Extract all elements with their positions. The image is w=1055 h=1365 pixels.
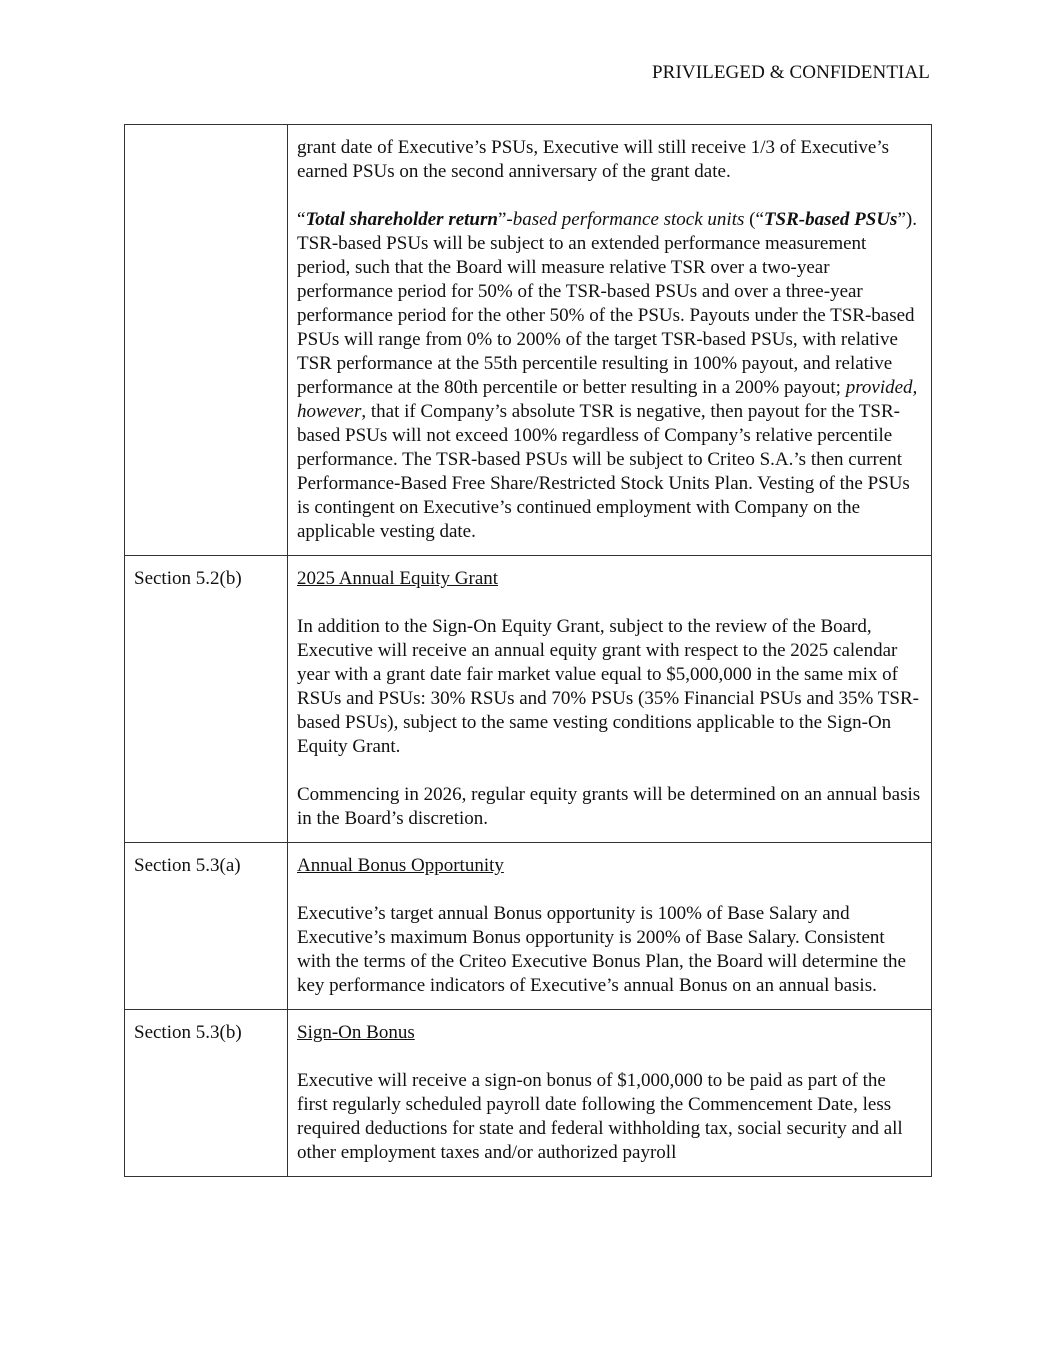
paragraph: In addition to the Sign-On Equity Grant, subject to the review of the Board, Executive will receive an annual equity grant with respect to the 2025 calendar year with a grant date fair market value equal to $5,000,000 in the same mix of RSUs and PSUs: 30% RSUs and 70% PSUs (35% Financial PSUs and 35% TSR-based PSUs), subject to the same vesting conditions applicable to the Sign-On Equity Grant.	[297, 616, 919, 757]
defined-term-suffix: -based performance stock units	[506, 209, 745, 230]
table-row	[125, 556, 932, 843]
table-row	[125, 125, 932, 556]
paragraph: Executive will receive a sign-on bonus of $1,000,000 to be paid as part of the first regularly scheduled payroll date following the Commencement Date, less required deductions for state and federal withholding tax, social security and all other employment taxes and/or authorized payroll	[297, 1070, 903, 1163]
proviso-text: provided, however	[297, 377, 918, 422]
row-title: Sign-On Bonus	[297, 1022, 415, 1043]
row-title: Annual Bonus Opportunity	[297, 855, 504, 876]
paragraph: Commencing in 2026, regular equity grants will be determined on an annual basis in the Board’s discretion.	[297, 784, 921, 829]
quote-close: ”	[497, 209, 507, 230]
table-row	[125, 1010, 932, 1177]
row-title: 2025 Annual Equity Grant	[297, 568, 499, 589]
table-row	[125, 843, 932, 1010]
section-cell: Section 5.3(a)	[125, 843, 288, 1010]
terms-table	[124, 124, 932, 1177]
section-cell: Section 5.3(b)	[125, 1010, 288, 1177]
quote-open: “	[297, 209, 306, 230]
terms-cell	[288, 1010, 932, 1177]
confidentiality-header: PRIVILEGED & CONFIDENTIAL	[652, 62, 930, 83]
section-cell	[125, 125, 288, 556]
tsr-psu-paragraph	[297, 208, 921, 544]
terms-cell	[288, 556, 932, 843]
paren-open: (“	[744, 209, 764, 230]
section-cell: Section 5.2(b)	[125, 556, 288, 843]
defined-term: Total shareholder return	[305, 209, 498, 230]
terms-cell	[288, 843, 932, 1010]
body-text: , that if Company’s absolute TSR is negative, then payout for the TSR-based PSUs will not exceed 100% regardless of Company’s relative percentile performance. The TSR-based PSUs will be subject to Criteo S.A.’s then current Performance-Based Free Share/Restricted Stock Units Plan. Vesting of the PSUs is contingent on Executive’s continued employment with Company on the applicable vesting date.	[297, 401, 910, 542]
paragraph: grant date of Executive’s PSUs, Executive will still receive 1/3 of Executive’s earned PSUs on the second anniversary of the grant date.	[297, 137, 890, 182]
defined-abbreviation: TSR-based PSUs	[763, 209, 898, 230]
terms-cell	[288, 125, 932, 556]
paragraph: Executive’s target annual Bonus opportunity is 100% of Base Salary and Executive’s maximum Bonus opportunity is 200% of Base Salary. Consistent with the terms of the Criteo Executive Bonus Plan, the Board will determine the key performance indicators of Executive’s annual Bonus on an annual basis.	[297, 903, 906, 996]
body-text: ”). TSR-based PSUs will be subject to an extended performance measurement period, such that the Board will measure relative TSR over a two-year performance period for 50% of the TSR-based PSUs and over a three-year performance period for the other 50% of the PSUs. Payouts under the TSR-based PSUs will range from 0% to 200% of the target TSR-based PSUs, with relative TSR performance at the 55th percentile resulting in 100% payout, and relative performance at the 80th percentile or better resulting in a 200% payout;	[297, 209, 917, 398]
